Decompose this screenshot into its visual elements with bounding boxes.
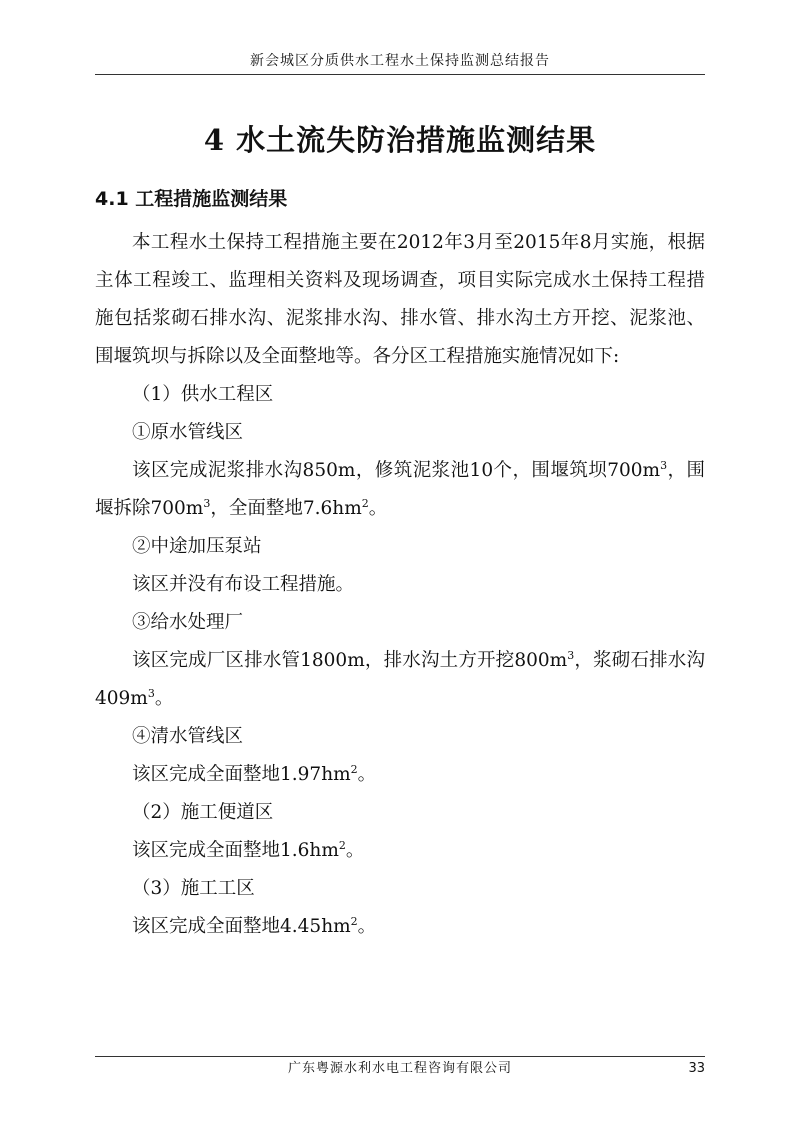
sub1-heading: ①原水管线区: [132, 422, 244, 443]
body-text: [95, 224, 705, 946]
area2-text-a: 该区完成全面整地1.6hm: [132, 840, 339, 861]
area3-paragraph: [95, 908, 705, 946]
area3-heading: （3）施工工区: [132, 878, 255, 899]
sub3-paragraph: [95, 642, 705, 718]
area2-paragraph: [95, 832, 705, 870]
area2-sup-a: 2: [338, 838, 346, 852]
page-footer: [95, 1060, 705, 1080]
area1-heading: （1）供水工程区: [132, 384, 274, 405]
sub1-sup-c: 2: [361, 496, 369, 510]
area3-sup-a: 2: [350, 914, 358, 928]
sub1-text-b: ，围堰拆除700m: [95, 460, 705, 519]
intro-paragraph: 本工程水土保持工程措施主要在2012年3月至2015年8月实施，根据主体工程竣工、监理相关资料及现场调查，项目实际完成水土保持工程措施包括浆砌石排水沟、泥浆排水沟、排水管、排水沟土方开挖、泥浆池、围堰筑坝与拆除以及全面整地等。各分区工程措施实施情况如下:: [95, 232, 705, 367]
sub1-text-d: 。: [368, 498, 388, 519]
sub4-text-a: 该区完成全面整地1.97hm: [132, 764, 351, 785]
sub4-sup-a: 2: [350, 762, 358, 776]
sub2-paragraph: 该区并没有布设工程措施。: [132, 574, 355, 595]
running-header: 新会城区分质供水工程水土保持监测总结报告: [250, 53, 550, 69]
sub4-text-b: 。: [357, 764, 377, 785]
sub1-text-a: 该区完成泥浆排水沟850m，修筑泥浆池10个，围堰筑坝700m: [132, 460, 661, 481]
sub1-sup-a: 3: [660, 458, 668, 472]
sub2-heading: ②中途加压泵站: [132, 536, 262, 557]
area3-text-b: 。: [357, 916, 377, 937]
sub3-heading: ③给水处理厂: [132, 612, 244, 633]
sub4-paragraph: [95, 756, 705, 794]
sub3-text-c: 。: [154, 688, 174, 709]
area3-text-a: 该区完成全面整地4.45hm: [132, 916, 351, 937]
area2-heading: （2）施工便道区: [132, 802, 274, 823]
header-divider: [95, 74, 705, 75]
chapter-title: 4 水土流失防治措施监测结果: [203, 123, 597, 157]
sub3-text-b: ，浆砌石排水沟409m: [95, 650, 705, 709]
sub1-sup-b: 3: [203, 496, 211, 510]
sub3-sup-b: 3: [147, 686, 155, 700]
sub1-paragraph: [95, 452, 705, 528]
area2-text-b: 。: [345, 840, 365, 861]
page-number: 33: [688, 1061, 705, 1076]
sub3-sup-a: 3: [567, 648, 575, 662]
sub1-text-c: ，全面整地7.6hm: [210, 498, 362, 519]
footer-divider: [95, 1056, 705, 1057]
sub4-heading: ④清水管线区: [132, 726, 244, 747]
sub3-text-a: 该区完成厂区排水管1800m，排水沟土方开挖800m: [132, 650, 568, 671]
footer-company: 广东粤源水利水电工程咨询有限公司: [287, 1061, 512, 1076]
section-heading: 4.1 工程措施监测结果: [95, 188, 288, 210]
